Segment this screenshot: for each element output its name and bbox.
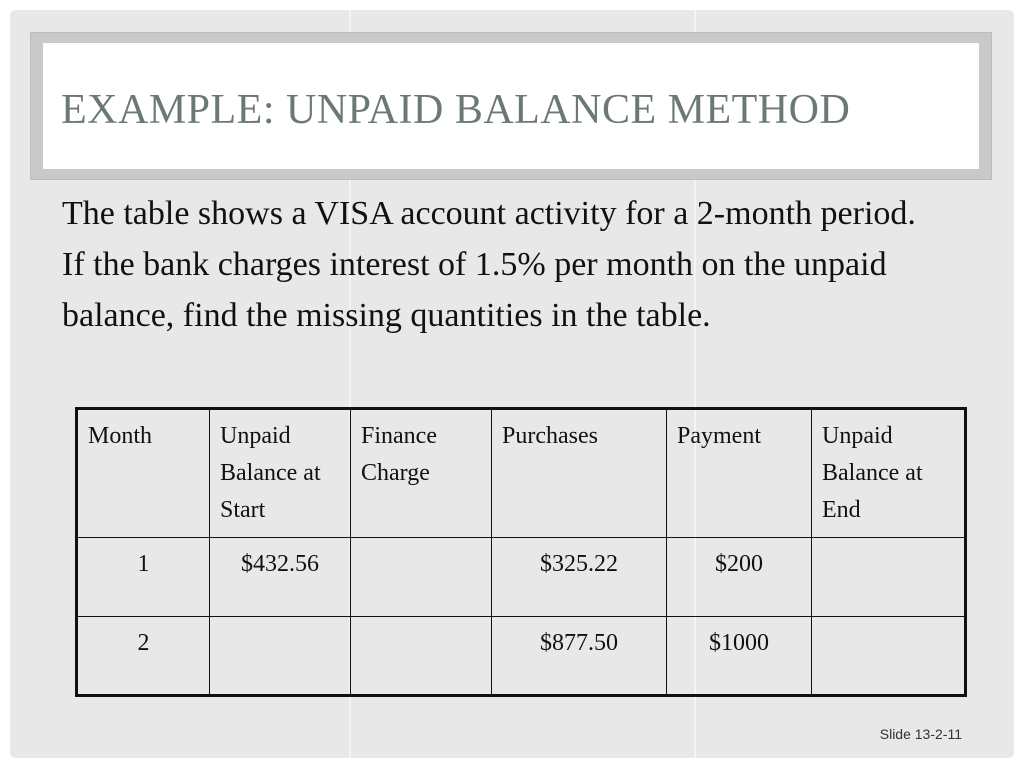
cell-purchases: $325.22 xyxy=(492,538,667,617)
header-payment: Payment xyxy=(667,409,812,538)
cell-unpaid-balance-start xyxy=(210,617,351,696)
header-purchases: Purchases xyxy=(492,409,667,538)
cell-finance-charge xyxy=(351,538,492,617)
table-header-row xyxy=(77,409,966,538)
title-box xyxy=(43,43,979,169)
slide-title: EXAMPLE: UNPAID BALANCE METHOD xyxy=(61,87,851,133)
slide-number: Slide 13-2-11 xyxy=(879,726,962,742)
header-finance-charge: Finance Charge xyxy=(351,409,492,538)
slide-body-text: The table shows a VISA account activity for a 2-month period. If the bank charges interest of 1.5% per month on the unpaid balance, find the missing quantities in the table. xyxy=(62,195,916,334)
title-frame xyxy=(30,32,992,180)
cell-payment: $200 xyxy=(667,538,812,617)
cell-finance-charge xyxy=(351,617,492,696)
cell-payment: $1000 xyxy=(667,617,812,696)
cell-month: 2 xyxy=(77,617,210,696)
header-month: Month xyxy=(77,409,210,538)
activity-table xyxy=(75,407,967,697)
cell-unpaid-balance-end xyxy=(812,538,966,617)
slide xyxy=(10,10,1014,758)
header-unpaid-balance-start: Unpaid Balance at Start xyxy=(210,409,351,538)
cell-unpaid-balance-start: $432.56 xyxy=(210,538,351,617)
cell-unpaid-balance-end xyxy=(812,617,966,696)
table-row xyxy=(77,538,966,617)
cell-purchases: $877.50 xyxy=(492,617,667,696)
table-container xyxy=(75,407,967,697)
header-unpaid-balance-end: Unpaid Balance at End xyxy=(812,409,966,538)
table-row xyxy=(77,617,966,696)
cell-month: 1 xyxy=(77,538,210,617)
